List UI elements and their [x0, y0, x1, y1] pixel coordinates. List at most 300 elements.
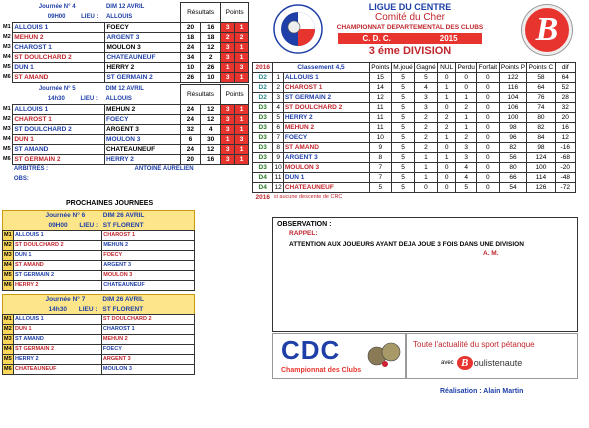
stat-0: 11	[369, 113, 391, 123]
j4-score-a: 34	[180, 53, 200, 63]
stat-8: 12	[555, 133, 576, 143]
season-bar	[338, 33, 482, 44]
stat-3: 1	[437, 133, 455, 143]
boulistenaute-letter: B	[535, 11, 559, 48]
stat-0: 10	[369, 133, 391, 143]
journee-5-table	[2, 84, 249, 185]
j4-points-a: 3	[221, 23, 235, 33]
boulistenaute-logo	[522, 5, 572, 55]
stat-3: 0	[437, 183, 455, 193]
j5-score-b: 30	[201, 135, 221, 145]
hdr-points-c: Points C	[528, 64, 554, 71]
stat-5: 0	[477, 103, 499, 113]
table-row	[253, 103, 576, 113]
j6-team-b: MOULON 3	[102, 271, 195, 281]
team-name: MEHUN 2	[283, 123, 369, 133]
division-tag: D3	[253, 133, 273, 143]
stat-8: -68	[555, 153, 576, 163]
j4-match-id: M3	[3, 44, 11, 50]
stat-5: 0	[477, 153, 499, 163]
j4-matches	[2, 23, 249, 83]
stat-5: 0	[477, 73, 499, 83]
stat-5: 0	[477, 163, 499, 173]
division-tag: D3	[253, 113, 273, 123]
hdr-points: Points	[369, 63, 391, 73]
stat-5: 0	[477, 183, 499, 193]
stat-3: 0	[437, 143, 455, 153]
stat-8: -20	[555, 163, 576, 173]
j4-time-cell	[13, 13, 105, 23]
j7-time-cell	[14, 305, 102, 315]
table-row	[253, 143, 576, 153]
stat-5: 0	[477, 133, 499, 143]
j4-team-b: HERRY 2	[105, 63, 180, 73]
table-row	[2, 105, 249, 115]
observation-sign: A. M.	[483, 250, 499, 257]
j4-team-b: CHATEAUNEUF	[105, 53, 180, 63]
j5-points-b: 1	[235, 115, 249, 125]
stat-3: 0	[437, 163, 455, 173]
journee-4-table	[2, 2, 249, 83]
j5-match-id: M4	[3, 136, 11, 142]
header-line2: Comité du Cher	[374, 12, 446, 23]
j4-team-a: ST AMAND	[13, 73, 105, 83]
j5-score-a: 20	[180, 155, 200, 165]
rank: 10	[274, 164, 282, 171]
j4-score-b: 18	[201, 33, 221, 43]
j6-match-id: M3	[3, 251, 14, 261]
stat-1: 5	[392, 83, 415, 93]
arbitres-name: ANTOINE AURELIEN	[134, 166, 194, 173]
j5-score-b: 12	[201, 105, 221, 115]
stat-6: 54	[499, 183, 527, 193]
j5-team-a: ST DOULCHARD 2	[13, 125, 105, 135]
j5-results-header: Résultats	[180, 85, 221, 105]
petanque-balls-icon	[367, 338, 401, 368]
stat-8: 16	[555, 123, 576, 133]
j4-score-b: 12	[201, 43, 221, 53]
j5-score-b: 12	[201, 145, 221, 155]
standings-title: Classement 4,5	[273, 63, 369, 73]
journee-6-table	[2, 210, 195, 291]
j7-lieu: ST FLORENT	[101, 305, 194, 315]
j4-lieu-label: LIEU :	[81, 13, 99, 20]
observation-box	[272, 217, 578, 332]
j7-match-id: M3	[3, 335, 14, 345]
next-title: PROCHAINES JOURNEES	[66, 200, 154, 207]
stat-2: 0	[415, 183, 438, 193]
stat-1: 5	[392, 73, 415, 83]
j4-match-id: M2	[3, 34, 11, 40]
j6-team-b: CHAROST 1	[102, 231, 195, 241]
table-row	[253, 153, 576, 163]
stat-7: 74	[527, 103, 555, 113]
table-row	[253, 93, 576, 103]
j4-score-a: 24	[180, 43, 200, 53]
j5-team-b: CHATEAUNEUF	[105, 145, 181, 155]
j5-points-a: 3	[221, 145, 235, 155]
j6-team-a: DUN 1	[13, 251, 101, 261]
j5-score-b: 4	[201, 125, 221, 135]
j4-results-header: Résultats	[180, 3, 220, 23]
j6-lieu-label: LIEU :	[79, 221, 99, 229]
stat-0: 5	[369, 183, 391, 193]
brand-avec: avec	[441, 360, 454, 366]
j5-time: 14h30	[47, 95, 65, 102]
stat-4: 5	[456, 183, 477, 193]
j7-time: 14h30	[48, 305, 67, 313]
stat-3: 0	[437, 73, 455, 83]
stat-3: 1	[437, 153, 455, 163]
j7-journee: Journée N° 7	[14, 295, 102, 305]
team-name: FOECY	[283, 133, 369, 143]
j6-team-b: ARGENT 3	[102, 261, 195, 271]
j4-points-b: 1	[235, 53, 249, 63]
j4-points-b: 1	[235, 23, 249, 33]
table-row	[253, 173, 576, 183]
stat-7: 76	[527, 93, 555, 103]
stat-8: -48	[555, 173, 576, 183]
j7-match-id: M6	[3, 365, 14, 375]
stat-0: 7	[369, 163, 391, 173]
j5-match-id: M5	[3, 146, 11, 152]
j5-score-a: 6	[180, 135, 200, 145]
stat-8: 32	[555, 103, 576, 113]
j5-match-id: M3	[3, 126, 11, 132]
j4-points-header: Points	[221, 3, 249, 23]
j5-lieu-label: LIEU :	[80, 95, 98, 102]
stat-5: 0	[477, 83, 499, 93]
arbitres-label: ARBITRES :	[13, 166, 49, 173]
j4-date: DIM 12 AVRIL	[105, 4, 145, 10]
j5-team-a: CHAROST 1	[13, 115, 105, 125]
table-row	[253, 113, 576, 123]
actualite-banner	[406, 333, 578, 379]
stat-7: 80	[527, 113, 555, 123]
stat-2: 2	[415, 133, 438, 143]
j7-team-a: CHATEAUNEUF	[14, 365, 102, 375]
j5-points-a: 3	[221, 105, 235, 115]
hdr-forfait: Forfait	[477, 63, 499, 73]
table-row	[3, 325, 195, 335]
j4-team-a: MEHUN 2	[13, 33, 105, 43]
table-row	[2, 33, 249, 43]
table-row	[253, 83, 576, 93]
rank: 11	[274, 174, 282, 181]
stat-7: 58	[527, 73, 555, 83]
hdr-points-p: Points P	[500, 64, 526, 71]
j4-points-a: 2	[221, 33, 235, 43]
j5-points-a: 1	[221, 135, 235, 145]
j5-team-b: FOECY	[105, 115, 181, 125]
stat-6: 122	[499, 73, 527, 83]
j5-score-a: 24	[180, 145, 200, 155]
j5-matches	[2, 105, 249, 165]
division-tag: D4	[253, 183, 273, 193]
season-year: 2015	[439, 34, 458, 43]
j5-points-a: 3	[221, 125, 235, 135]
table-row	[3, 335, 195, 345]
stat-4: 0	[456, 83, 477, 93]
table-row	[3, 365, 195, 375]
j5-match-id: M1	[3, 106, 11, 112]
j4-points-b: 3	[235, 63, 249, 73]
observation-text: ATTENTION AUX JOUEURS AYANT DEJA JOUE 3 FOIS DANS UNE DIVISION	[289, 241, 524, 248]
team-name: DUN 1	[283, 173, 369, 183]
j4-match-id: M6	[3, 74, 11, 80]
stat-5: 0	[477, 113, 499, 123]
stat-3: 2	[437, 113, 455, 123]
stat-6: 104	[499, 93, 527, 103]
j4-points-a: 3	[221, 43, 235, 53]
j6-match-id: M2	[3, 241, 14, 251]
stat-1: 5	[392, 113, 415, 123]
team-name: ARGENT 3	[283, 153, 369, 163]
j5-points-b: 1	[235, 155, 249, 165]
stat-5: 0	[477, 93, 499, 103]
hdr-perdu: Perdu	[457, 64, 475, 71]
stat-0: 12	[369, 93, 391, 103]
j4-points-a: 1	[221, 63, 235, 73]
j4-points-a: 3	[221, 53, 235, 63]
stat-7: 84	[527, 133, 555, 143]
team-name: CHATEAUNEUF	[283, 183, 369, 193]
stat-3: 1	[437, 83, 455, 93]
federation-logo	[268, 3, 330, 55]
j5-date: DIM 12 AVRIL	[105, 86, 144, 92]
stat-7: 114	[527, 173, 555, 183]
j7-team-b: ARGENT 3	[101, 355, 194, 365]
stat-1: 5	[392, 183, 415, 193]
division-tag: D3	[253, 153, 273, 163]
j4-points-b: 1	[235, 73, 249, 83]
stat-4: 3	[456, 143, 477, 153]
j6-match-id: M1	[3, 231, 14, 241]
standings-year: 2016	[253, 63, 273, 73]
stat-2: 4	[415, 83, 438, 93]
j6-time: 09H00	[48, 221, 68, 229]
division-tag: D2	[253, 73, 273, 83]
brand-row	[441, 356, 522, 370]
stat-1: 5	[392, 103, 415, 113]
j4-lieu: ALLOUIS	[105, 13, 133, 20]
j7-lieu-label: LIEU :	[78, 305, 98, 313]
table-row	[2, 125, 249, 135]
j6-team-a: ALLOUIS 1	[13, 231, 101, 241]
stat-7: 126	[527, 183, 555, 193]
j4-team-b: FOECY	[105, 23, 180, 33]
stat-0: 8	[369, 153, 391, 163]
team-name: ST AMAND	[283, 143, 369, 153]
division-tag: D4	[253, 173, 273, 183]
stat-4: 1	[456, 93, 477, 103]
stat-4: 0	[456, 73, 477, 83]
header-block	[330, 2, 490, 58]
j6-team-b: MEHUN 2	[102, 241, 195, 251]
j6-team-b: CHATEAUNEUF	[102, 281, 195, 291]
j7-team-a: ALLOUIS 1	[14, 315, 102, 325]
j6-match-id: M4	[3, 261, 14, 271]
table-row	[2, 135, 249, 145]
stat-1: 5	[392, 163, 415, 173]
j4-team-b: ST GERMAIN 2	[105, 73, 180, 83]
j7-date: DIM 26 AVRIL	[101, 295, 194, 305]
table-row	[3, 231, 195, 241]
stat-2: 2	[415, 113, 438, 123]
j5-points-header: Points	[221, 85, 249, 105]
stat-2: 3	[415, 93, 438, 103]
stat-2: 2	[415, 123, 438, 133]
team-name: ST DOULCHARD 2	[283, 103, 369, 113]
stat-7: 64	[527, 83, 555, 93]
journee-7-table	[2, 294, 195, 375]
stat-8: 52	[555, 83, 576, 93]
federation-logo-icon	[268, 3, 330, 55]
j6-team-a: ST AMAND	[13, 261, 101, 271]
division-tag: D2	[253, 93, 273, 103]
j5-team-b: HERRY 2	[105, 155, 181, 165]
stat-6: 82	[499, 143, 527, 153]
j5-time-cell	[13, 95, 105, 105]
rank: 1	[273, 73, 283, 83]
stat-1: 5	[392, 153, 415, 163]
table-row	[2, 43, 249, 53]
hdr-nul: NUL	[437, 63, 455, 73]
stat-0: 7	[369, 173, 391, 183]
stat-6: 116	[499, 83, 527, 93]
stat-5: 0	[477, 173, 499, 183]
stat-0: 14	[369, 83, 391, 93]
j7-match-id: M1	[3, 315, 14, 325]
j4-score-b: 26	[201, 63, 221, 73]
stat-0: 9	[369, 143, 391, 153]
table-row	[253, 183, 576, 193]
stat-2: 3	[415, 103, 438, 113]
division-tag: D3	[253, 143, 273, 153]
j7-team-b: FOECY	[101, 345, 194, 355]
observation-rappel: RAPPEL:	[289, 230, 318, 237]
j5-score-b: 16	[201, 155, 221, 165]
j6-matches	[3, 231, 195, 291]
j5-journee: Journée N° 5	[38, 86, 76, 92]
rank: 6	[273, 123, 283, 133]
footnote-text: si aucune descente de CRC	[273, 194, 343, 201]
table-row	[3, 251, 195, 261]
j4-match-id: M1	[3, 24, 11, 30]
realisation-credit: Réalisation : Alain Martin	[440, 388, 524, 395]
hdr-gagne: Gagné	[416, 64, 436, 71]
j5-match-id: M6	[3, 156, 11, 162]
j4-team-b: MOULON 3	[105, 43, 180, 53]
stat-4: 2	[456, 103, 477, 113]
j6-date: DIM 26 AVRIL	[102, 211, 195, 221]
j7-team-b: MOULON 3	[101, 365, 194, 375]
j4-team-a: ST DOULCHARD 2	[13, 53, 105, 63]
j6-team-a: ST DOULCHARD 2	[13, 241, 101, 251]
stat-0: 11	[369, 103, 391, 113]
table-row	[2, 23, 249, 33]
cdc-subtitle: Championnat des Clubs	[281, 367, 362, 374]
stat-6: 66	[499, 173, 527, 183]
j5-team-a: ALLOUIS 1	[13, 105, 105, 115]
j4-team-b: ARGENT 3	[105, 33, 180, 43]
j5-team-b: MEHUN 2	[105, 105, 181, 115]
team-name: CHAROST 1	[283, 83, 369, 93]
stat-8: 64	[555, 73, 576, 83]
stat-2: 1	[415, 153, 438, 163]
j4-points-a: 3	[221, 73, 235, 83]
stat-6: 80	[499, 163, 527, 173]
table-row	[2, 155, 249, 165]
stat-1: 5	[392, 143, 415, 153]
table-row	[3, 261, 195, 271]
j4-match-id: M5	[3, 64, 11, 70]
table-row	[2, 63, 249, 73]
stat-4: 4	[456, 173, 477, 183]
stat-3: 1	[437, 93, 455, 103]
standings-rows	[253, 73, 576, 193]
table-row	[253, 163, 576, 173]
division-title: 3 éme DIVISION	[368, 45, 452, 57]
stat-3: 0	[437, 173, 455, 183]
rank: 3	[273, 93, 283, 103]
table-row	[2, 115, 249, 125]
j5-team-a: DUN 1	[13, 135, 105, 145]
team-name: ST GERMAIN 2	[283, 93, 369, 103]
footnote-year: 2016	[255, 194, 270, 202]
j6-team-a: HERRY 2	[13, 281, 101, 291]
j4-match-id: M4	[3, 54, 11, 60]
stat-7: 82	[527, 123, 555, 133]
stat-7: 100	[527, 163, 555, 173]
j4-points-b: 2	[235, 33, 249, 43]
obs-label: OBS:	[13, 176, 29, 182]
table-row	[253, 73, 576, 83]
stat-6: 56	[499, 153, 527, 163]
stat-7: 124	[527, 153, 555, 163]
stat-8: -72	[555, 183, 576, 193]
j7-team-b: CHAROST 1	[101, 325, 194, 335]
hdr-dif: dif	[555, 63, 576, 73]
cdc-banner	[272, 333, 406, 379]
cdc-logo: CDC	[281, 335, 341, 365]
j7-match-id: M4	[3, 345, 14, 355]
brand-name: oulistenaute	[473, 358, 523, 368]
rank: 2	[273, 83, 283, 93]
j5-team-b: MOULON 3	[105, 135, 181, 145]
table-row	[3, 281, 195, 291]
j7-team-a: HERRY 2	[14, 355, 102, 365]
stat-6: 106	[499, 103, 527, 113]
stat-4: 3	[456, 153, 477, 163]
table-row	[3, 345, 195, 355]
j5-score-a: 32	[180, 125, 200, 135]
j4-points-b: 1	[235, 43, 249, 53]
table-row	[3, 355, 195, 365]
j4-score-a: 18	[180, 33, 200, 43]
division-tag: D2	[253, 83, 273, 93]
division-tag: D3	[253, 163, 273, 173]
table-row	[2, 73, 249, 83]
table-row	[253, 123, 576, 133]
j6-time-cell	[13, 221, 101, 231]
j7-match-id: M2	[3, 325, 14, 335]
division-tag: D3	[253, 123, 273, 133]
stat-6: 100	[499, 113, 527, 123]
rank: 7	[273, 133, 283, 143]
stat-8: 28	[555, 93, 576, 103]
team-name: MOULON 3	[283, 163, 369, 173]
